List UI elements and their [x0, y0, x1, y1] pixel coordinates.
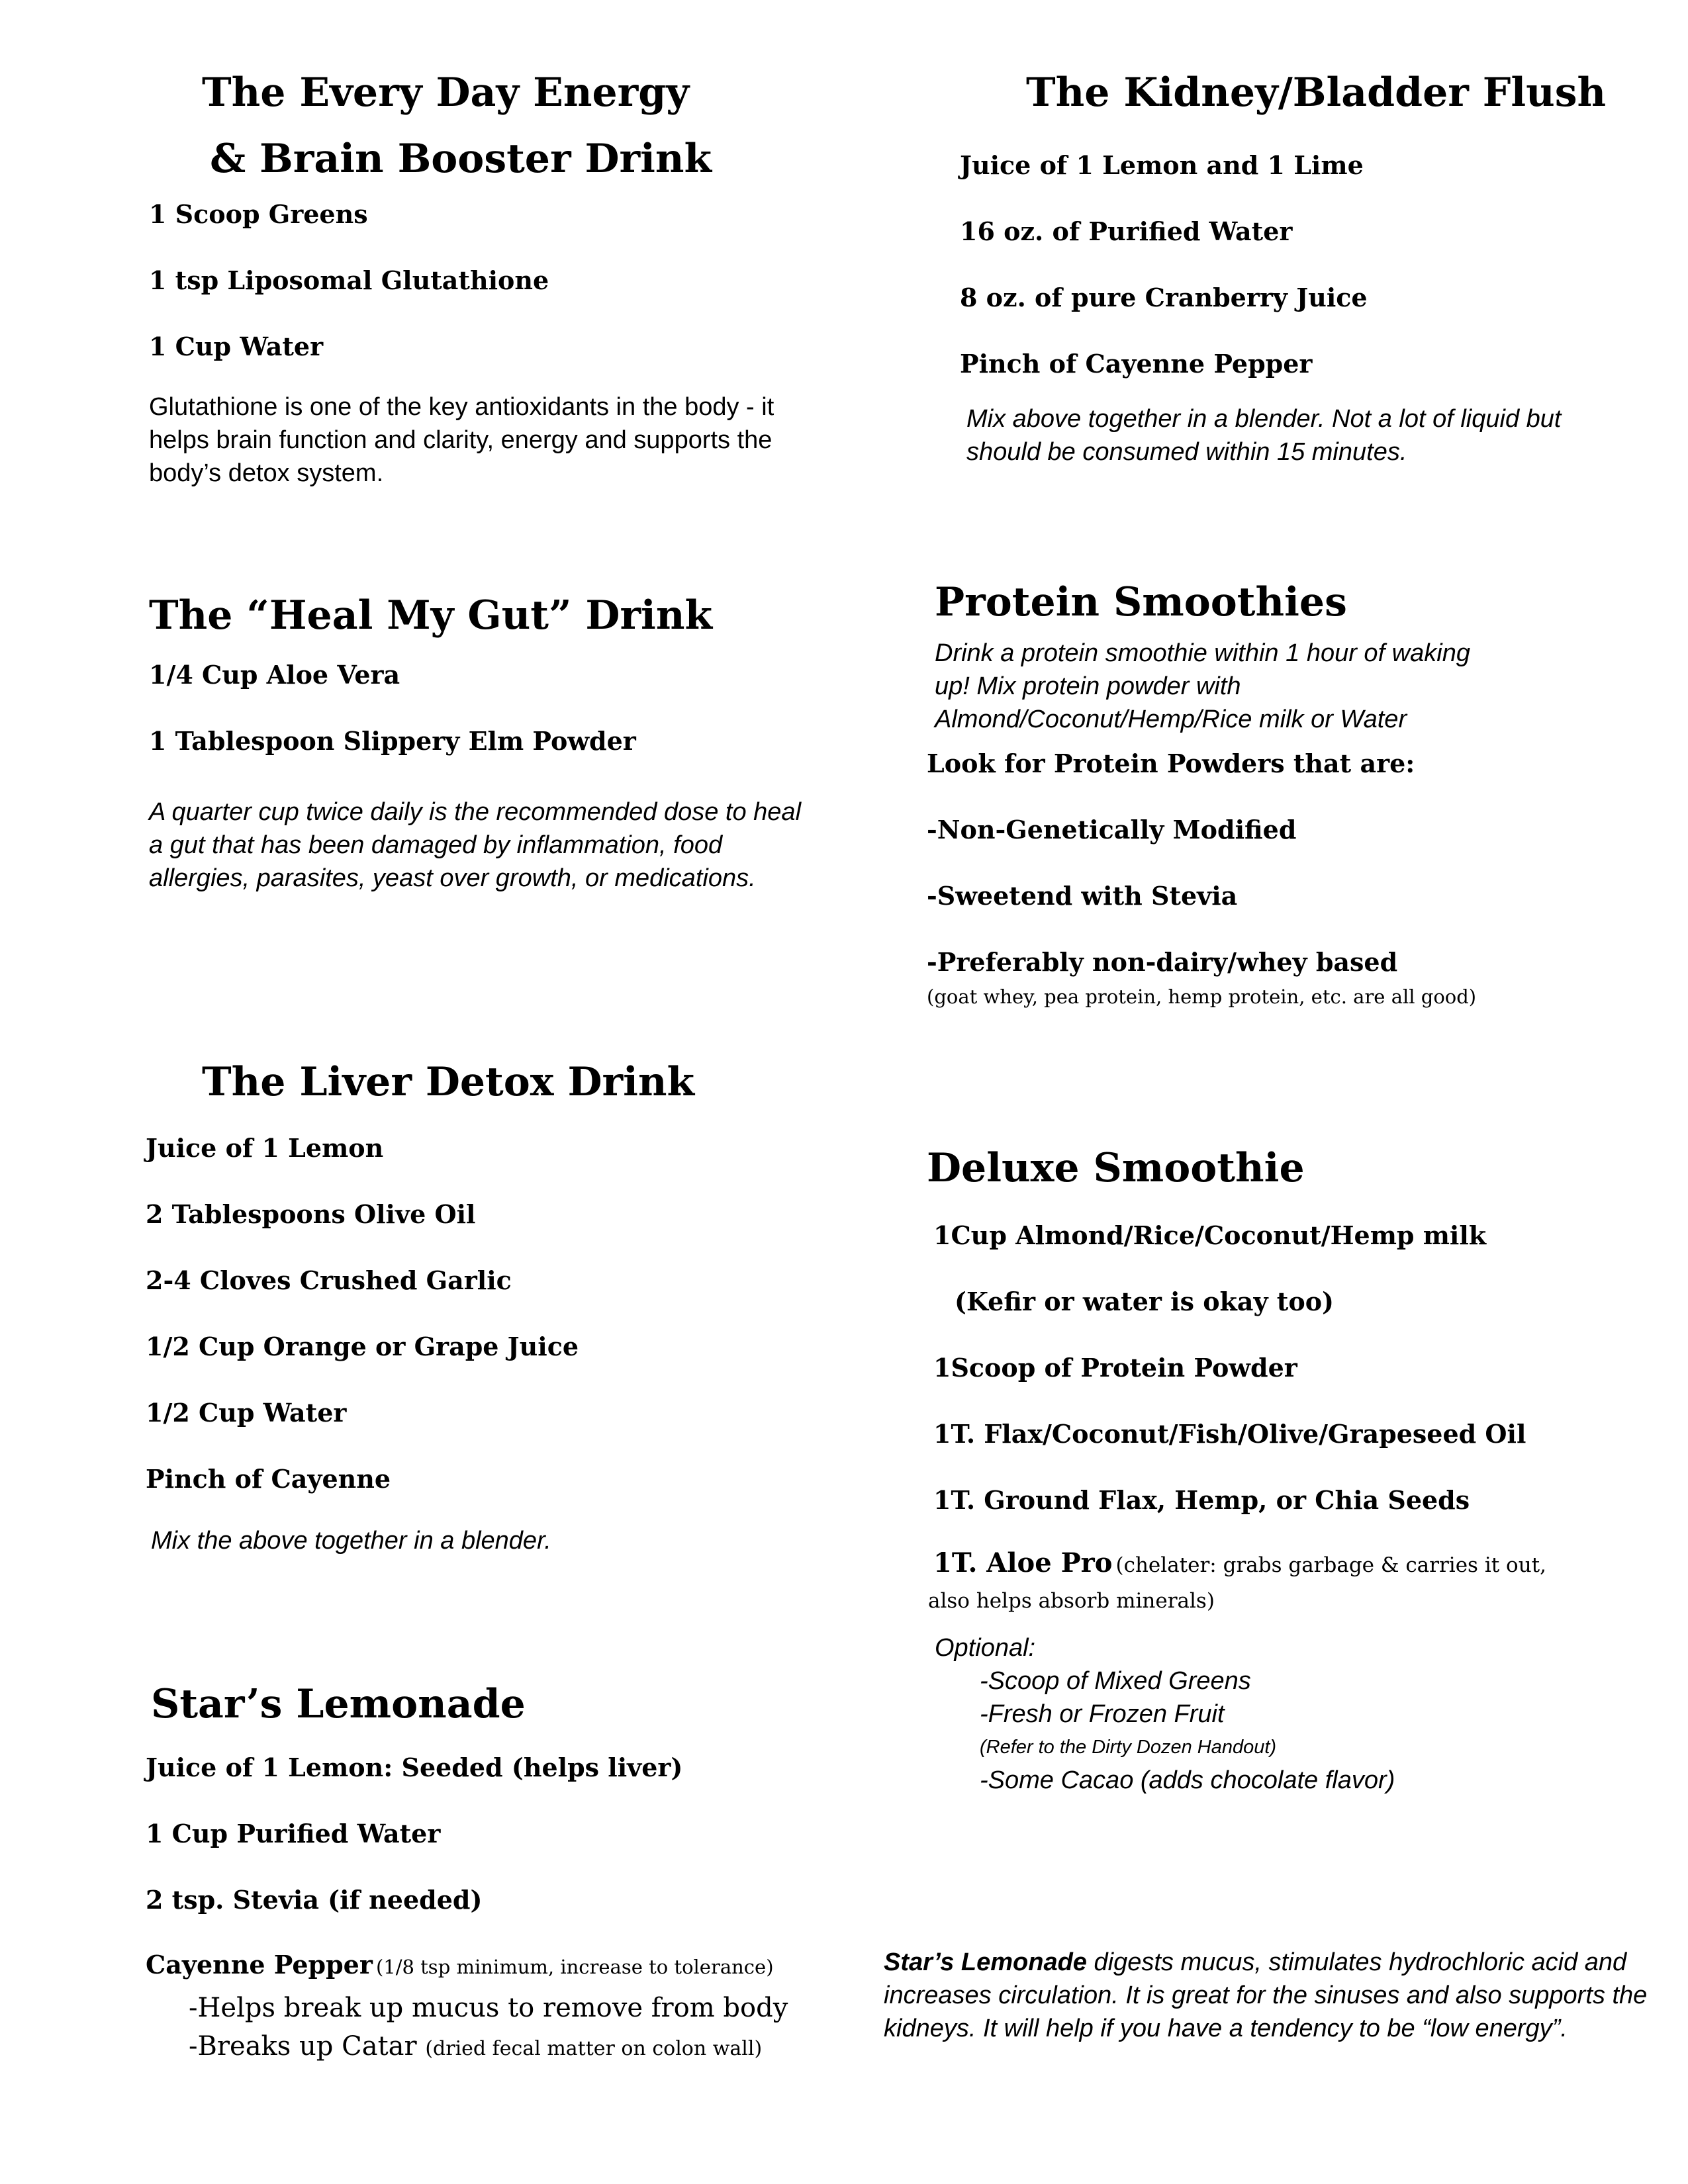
optional-ref: (Refer to the Dirty Dozen Handout): [980, 1737, 1277, 1758]
deluxe-item: 1T. Ground Flax, Hemp, or Chia Seeds: [933, 1485, 1470, 1515]
lemonade-cayenne: [146, 1946, 907, 1989]
liver-note: Mix the above together in a blender.: [151, 1527, 551, 1555]
lemonade-description: [884, 1946, 1662, 2045]
kidney-item: Juice of 1 Lemon and 1 Lime: [960, 150, 1364, 180]
energy-item: 1 Scoop Greens: [149, 199, 368, 229]
protein-title: Protein Smoothies: [935, 579, 1347, 625]
deluxe-item: (Kefir or water is okay too): [955, 1287, 1335, 1316]
lemonade-sub: [146, 2027, 907, 2068]
optional-item: -Scoop of Mixed Greens: [980, 1667, 1251, 1695]
lemonade-item: 2 tsp. Stevia (if needed): [146, 1885, 483, 1915]
lemonade-sub-note: (dried fecal matter on colon wall): [425, 2037, 763, 2060]
kidney-item: Pinch of Cayenne Pepper: [960, 349, 1313, 379]
liver-item: 2-4 Cloves Crushed Garlic: [146, 1265, 512, 1295]
optional-label: Optional:: [935, 1634, 1036, 1662]
deluxe-aloe-note: (chelater: grabs garbage & carries it out,: [1115, 1553, 1546, 1577]
energy-note: Glutathione is one of the key antioxidants in the body - it helps brain function and clarity, energy and supports the body’s detox system.: [149, 393, 774, 487]
liver-item: 2 Tablespoons Olive Oil: [146, 1199, 476, 1229]
deluxe-section: [927, 1135, 1668, 1797]
energy-title-line2: & Brain Booster Drink: [210, 136, 712, 182]
protein-section: [927, 569, 1655, 1010]
kidney-section: [960, 60, 1622, 469]
energy-item: 1 Cup Water: [149, 332, 324, 361]
protein-lookfor: Look for Protein Powders that are:: [927, 749, 1415, 778]
deluxe-item: 1Scoop of Protein Powder: [933, 1353, 1297, 1383]
lemonade-desc-rest: digests mucus, stimulates hydrochloric acid and increases circulation. It is great for the sinuses and also supports the kidneys. It will help if you have a tendency to be “low energy”.: [884, 1948, 1648, 2042]
protein-note: Drink a protein smoothie within 1 hour of waking up! Mix protein powder with Almond/Coconut/Hemp/Rice milk or Water: [935, 639, 1470, 733]
liver-item: Juice of 1 Lemon: [146, 1133, 384, 1163]
lemonade-cayenne-label: Cayenne Pepper: [146, 1950, 373, 1979]
gut-item: 1/4 Cup Aloe Vera: [149, 660, 400, 690]
kidney-note: Mix above together in a blender. Not a lot of liquid but should be consumed within 15 minutes.: [966, 405, 1562, 466]
deluxe-aloe-note-line2: also helps absorb minerals): [928, 1589, 1215, 1613]
protein-item: -Sweetend with Stevia: [927, 881, 1238, 911]
deluxe-item: 1T. Flax/Coconut/Fish/Olive/Grapeseed Oil: [933, 1419, 1526, 1449]
kidney-item: 8 oz. of pure Cranberry Juice: [960, 283, 1368, 312]
gut-note: A quarter cup twice daily is the recommended dose to heal a gut that has been damaged by inflammation, food allergies, parasites, yeast over growth, or medications.: [149, 798, 802, 892]
energy-title-line1: The Every Day Energy: [202, 69, 690, 116]
energy-section: [149, 60, 877, 490]
lemonade-title: Star’s Lemonade: [151, 1681, 526, 1727]
kidney-item: 16 oz. of Purified Water: [960, 216, 1293, 246]
lemonade-desc-bold: Star’s Lemonade: [884, 1948, 1087, 1976]
liver-item: Pinch of Cayenne: [146, 1464, 391, 1494]
lemonade-item: Juice of 1 Lemon: Seeded (helps liver): [146, 1752, 683, 1782]
lemonade-section: [146, 1671, 907, 2068]
lemonade-item: 1 Cup Purified Water: [146, 1819, 441, 1848]
energy-item: 1 tsp Liposomal Glutathione: [149, 265, 549, 295]
gut-title: The “Heal My Gut” Drink: [149, 592, 713, 639]
optional-item: -Some Cacao (adds chocolate flavor): [980, 1766, 1395, 1794]
protein-item: -Non-Genetically Modified: [927, 815, 1297, 844]
kidney-title: The Kidney/Bladder Flush: [1026, 69, 1607, 116]
optional-item: -Fresh or Frozen Fruit: [980, 1700, 1225, 1728]
liver-item: 1/2 Cup Orange or Grape Juice: [146, 1332, 579, 1361]
liver-title: The Liver Detox Drink: [202, 1059, 695, 1105]
deluxe-title: Deluxe Smoothie: [927, 1145, 1305, 1191]
liver-section: [146, 1049, 874, 1557]
lemonade-cayenne-note: (1/8 tsp minimum, increase to tolerance): [375, 1956, 774, 1978]
deluxe-aloe: [933, 1547, 1668, 1585]
liver-item: 1/2 Cup Water: [146, 1398, 347, 1428]
gut-item: 1 Tablespoon Slippery Elm Powder: [149, 726, 636, 756]
protein-sub: (goat whey, pea protein, hemp protein, etc. are all good): [927, 985, 1477, 1008]
deluxe-item: 1Cup Almond/Rice/Coconut/Hemp milk: [933, 1220, 1487, 1250]
protein-item: -Preferably non-dairy/whey based: [927, 947, 1398, 977]
lemonade-sub-text: -Breaks up Catar: [189, 2031, 417, 2062]
deluxe-aloe-label: 1T. Aloe Pro: [933, 1547, 1113, 1578]
lemonade-sub: -Helps break up mucus to remove from body: [189, 1993, 788, 2023]
gut-section: [149, 582, 877, 895]
